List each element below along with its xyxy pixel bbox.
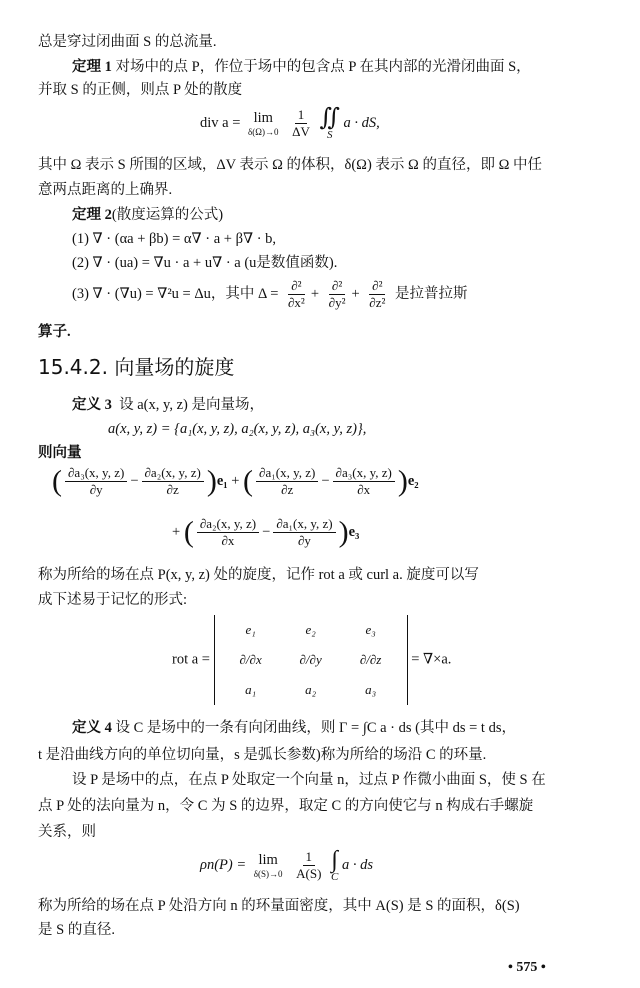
- circulation-density-formula: [200, 848, 373, 883]
- paragraph-line: 点 P 处的法向量为 n，令 C 为 S 的边界，取定 C 的方向使它与 n 构成右手螺旋: [38, 798, 534, 814]
- limit: lim δ(S)→0: [253, 852, 283, 879]
- paragraph-line: 关系，则: [38, 824, 96, 840]
- theorem-label: 定理 1: [72, 59, 112, 75]
- theorem-text: 对场中的点 P，作位于场中的包含点 P 在其内部的光滑闭曲面 S，: [115, 59, 531, 75]
- curl-expansion-row-1: ( $\frac{\text{∂a₃(x, y, z)}}{\partial y}$ − $\frac{\text{∂a₂(x, y, z)}}{\partial z}$ )e₁ + ( $\frac{\text{∂a₁(x, y, z)}}{\partial z}$ − $\frac{\text{∂a₃(x, y, z)}}{\partial x}$ )e₂: [52, 464, 419, 498]
- formula-rule-3: (3) ∇ · (∇u) = ∇²u = Δu，其中 Δ = $\frac{\text{∂²}}{\text{∂x²}}$ + $\frac{\text{∂²}}{\text{∂y²}}$ + $\frac{\text{∂²}}{\text{∂z²}}$ 是拉普拉斯: [72, 278, 468, 310]
- paragraph-line: 称为所给的场在点 P(x, y, z) 处的旋度，记作 rot a 或 curl a. 旋度可以写: [38, 567, 479, 583]
- theorem-1: [72, 57, 531, 77]
- paragraph-line: 称为所给的场在点 P 处沿方向 n 的环量面密度，其中 A(S) 是 S 的面积，δ(S): [38, 898, 520, 914]
- definition-4: [72, 718, 516, 738]
- theorem-2: [72, 205, 223, 225]
- determinant-matrix: e₁ e₂ e₃ ∂/∂x ∂/∂y ∂/∂z a₁ a₂ a₃: [214, 615, 408, 705]
- formula-lhs: rot a =: [172, 651, 210, 668]
- line-integral: ∫ C: [331, 847, 339, 883]
- paragraph-line: 意两点距离的上确界.: [38, 182, 173, 198]
- formula-rhs: a · dS,: [343, 114, 380, 131]
- paragraph-line: 其中 Ω 表示 S 所围的区域，ΔV 表示 Ω 的体积，δ(Ω) 表示 Ω 的直径，即 Ω 中任: [38, 157, 542, 173]
- fraction: $\frac{1}{A(S)}$: [296, 849, 322, 881]
- formula-rhs: a · ds: [342, 856, 374, 873]
- paragraph-line: 总是穿过闭曲面 S 的总流量.: [38, 34, 217, 50]
- definition-text: 设 a(x, y, z) 是向量场，: [119, 397, 264, 413]
- formula-rule-1: (1) ∇ · (αa + βb) = α∇ · a + β∇ · b,: [72, 231, 277, 247]
- paragraph-line: 成下述易于记忆的形式:: [38, 592, 188, 608]
- formula-lhs: ρn(P) =: [200, 856, 247, 873]
- section-heading: 15.4.2. 向量场的旋度: [38, 355, 235, 379]
- surface-integral: ∬ S: [319, 105, 340, 141]
- paragraph-line: 并取 S 的正侧，则点 P 处的散度: [38, 82, 243, 98]
- rot-determinant: [172, 614, 451, 704]
- definition-text: 设 C 是场中的一条有向闭曲线，则 Γ = ∫C a · ds (其中 ds = t ds，: [115, 720, 516, 736]
- divergence-formula: [200, 106, 380, 141]
- theorem-text: (散度运算的公式): [111, 207, 224, 223]
- vector-field-equation: a(x, y, z) = {a₁(x, y, z), a₂(x, y, z), a₃(x, y, z)},: [108, 421, 367, 437]
- paragraph-line: 设 P 是场中的点，在点 P 处取定一个向量 n，过点 P 作微小曲面 S，使 S 在: [72, 772, 546, 788]
- formula-lhs: div a =: [200, 114, 241, 131]
- paragraph-line: 则向量: [38, 445, 82, 461]
- page-number: • 575 •: [508, 960, 546, 975]
- curl-expansion-row-2: + ( $\frac{\text{∂a₂(x, y, z)}}{\partial x}$ − $\frac{\text{∂a₁(x, y, z)}}{\partial y}$ )e₃: [172, 515, 360, 549]
- fraction: $\frac{1}{\Delta V}$: [292, 107, 310, 139]
- formula-rule-2: (2) ∇ · (ua) = ∇u · a + u∇ · a (u是数值函数).: [72, 255, 338, 271]
- definition-label: 定义 3: [72, 397, 112, 413]
- paragraph-line: 是 S 的直径.: [38, 922, 115, 938]
- definition-3: [72, 395, 264, 415]
- paragraph-line: 算子.: [38, 324, 71, 340]
- formula-rhs: = ∇×a.: [411, 651, 452, 668]
- limit: lim δ(Ω)→0: [248, 110, 279, 137]
- paragraph-line: t 是沿曲线方向的单位切向量，s 是弧长参数)称为所给的场沿 C 的环量.: [38, 747, 487, 763]
- theorem-label: 定理 2: [72, 207, 112, 223]
- definition-label: 定义 4: [72, 720, 112, 736]
